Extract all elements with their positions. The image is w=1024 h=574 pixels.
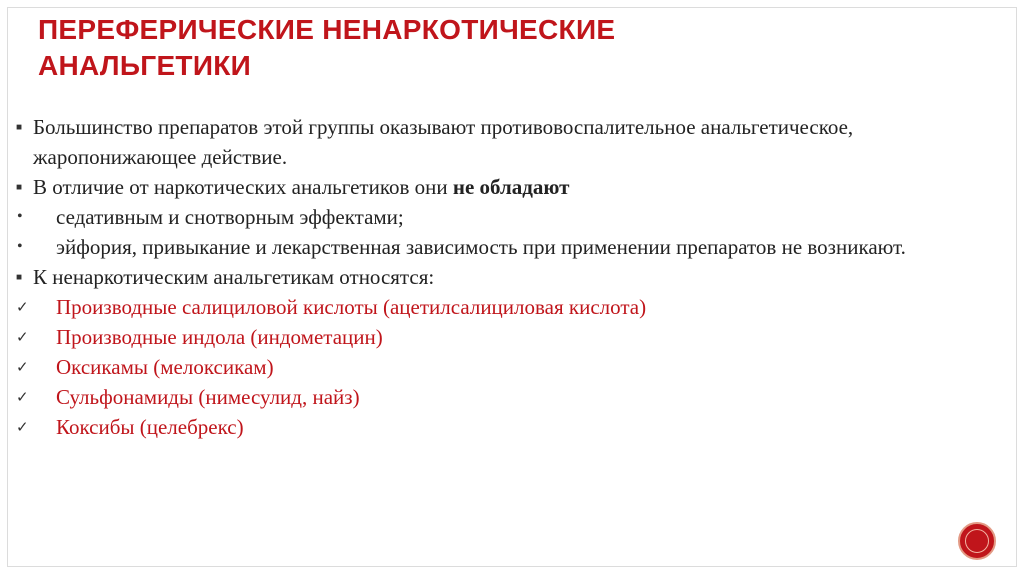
dot-bullet-icon: • xyxy=(17,208,23,225)
list-item-text: Производные индола (индометацин) xyxy=(56,325,383,349)
list-item-text: В отличие от наркотических анальгетиков они xyxy=(33,175,453,199)
list-item xyxy=(16,382,976,412)
badge-ring xyxy=(965,529,989,553)
checkmark-icon: ✓ xyxy=(16,420,29,436)
slide-badge-icon xyxy=(958,522,996,560)
list-item-text: седативным и снотворным эффектами; xyxy=(56,205,404,229)
checkmark-icon: ✓ xyxy=(16,390,29,406)
list-item-text: Оксикамы (мелоксикам) xyxy=(56,355,274,379)
list-item-text: Производные салициловой кислоты (ацетилсалициловая кислота) xyxy=(56,295,647,319)
list-item xyxy=(16,262,976,292)
slide-body xyxy=(16,112,976,442)
checkmark-icon: ✓ xyxy=(16,300,29,316)
title-line-1: ПЕРЕФЕРИЧЕСКИЕ НЕНАРКОТИЧЕСКИЕ xyxy=(38,14,616,45)
square-bullet-icon: ■ xyxy=(16,122,23,133)
checkmark-icon: ✓ xyxy=(16,360,29,376)
list-item-text: Коксибы (целебрекс) xyxy=(56,415,244,439)
square-bullet-icon: ■ xyxy=(16,272,23,283)
dot-bullet-icon: • xyxy=(17,238,23,255)
list-item-text: К ненаркотическим анальгетикам относятся: xyxy=(33,265,435,289)
list-item-text: эйфория, привыкание и лекарственная зависимость при применении препаратов не возникают. xyxy=(56,235,906,259)
slide-title xyxy=(38,12,938,84)
square-bullet-icon: ■ xyxy=(16,182,23,193)
list-item-bold-text: не обладают xyxy=(452,175,570,199)
list-item xyxy=(16,112,976,172)
title-line-2: АНАЛЬГЕТИКИ xyxy=(38,50,252,81)
list-item-text: Сульфонамиды (нимесулид, найз) xyxy=(56,385,360,409)
list-item xyxy=(16,172,976,202)
list-item xyxy=(16,412,976,442)
list-item xyxy=(16,202,976,232)
list-item xyxy=(16,352,976,382)
list-item-text: Большинство препаратов этой группы оказывают противовоспалительное анальгетическое, жаропонижающее действие. xyxy=(33,115,854,169)
list-item xyxy=(16,232,976,262)
list-item xyxy=(16,292,976,322)
list-item xyxy=(16,322,976,352)
checkmark-icon: ✓ xyxy=(16,330,29,346)
